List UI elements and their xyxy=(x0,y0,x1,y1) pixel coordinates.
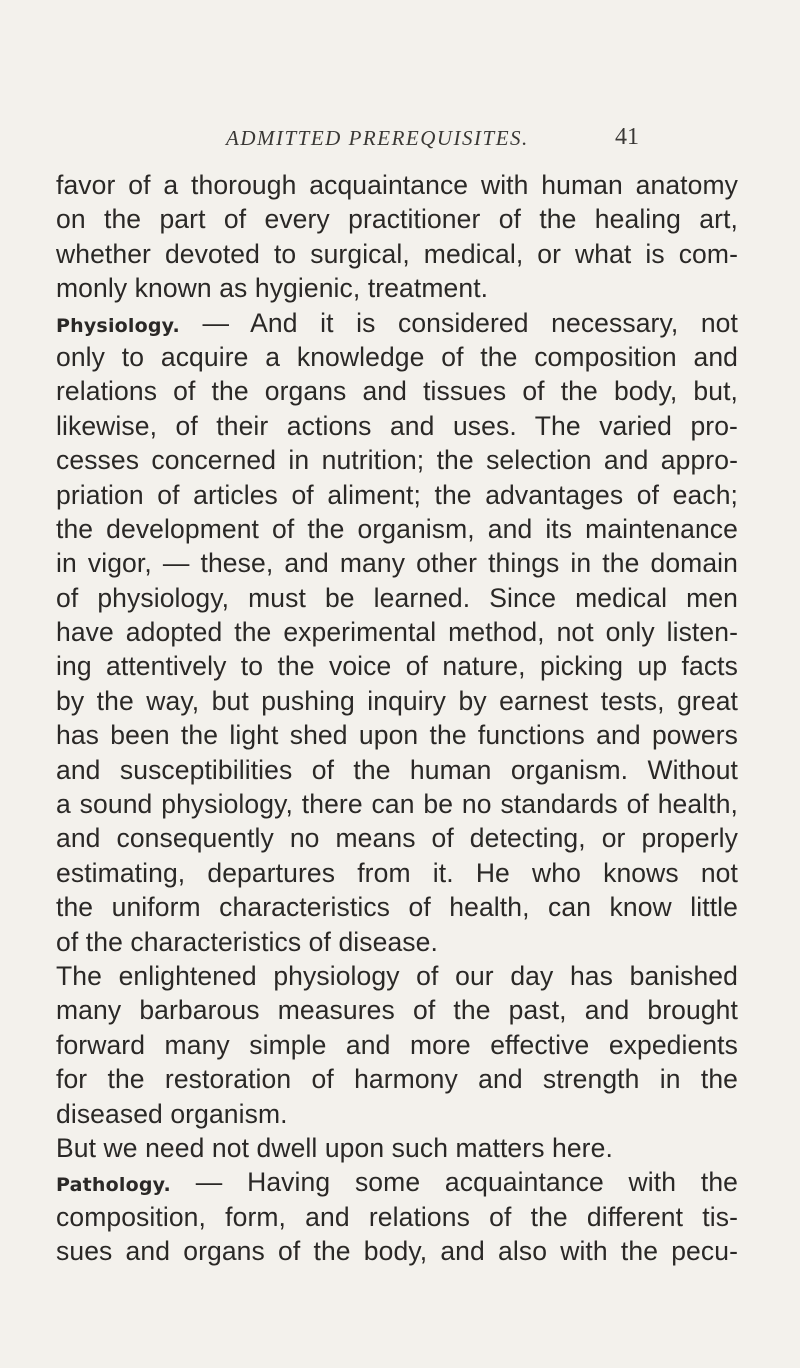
text-line: has been the light shed upon the functions and powers xyxy=(56,720,738,751)
page-number: 41 xyxy=(615,124,639,150)
text-line: only to acquire a knowledge of the composition and xyxy=(56,341,738,372)
text-line: The enlightened physiology of our day has banished xyxy=(56,960,738,991)
text-line: composition, form, and relations of the different tis- xyxy=(56,1201,738,1232)
text-line: of the characteristics of disease. xyxy=(56,926,438,957)
text-line: likewise, of their actions and uses. The varied pro- xyxy=(56,410,738,441)
text-line: in vigor, — these, and many other things in the domain xyxy=(56,548,738,579)
text-line: forward many simple and more effective expedients xyxy=(56,1029,738,1060)
text-line: for the restoration of harmony and strength in the xyxy=(56,1064,738,1095)
text-line: the development of the organism, and its maintenance xyxy=(56,513,738,544)
text-line: favor of a thorough acquaintance with human anatomy xyxy=(56,170,738,200)
text-line: relations of the organs and tissues of the body, but, xyxy=(56,376,738,407)
text-line-rest: — Having some acquaintance with the xyxy=(170,1167,738,1198)
pathology-heading: Pathology. xyxy=(56,1174,171,1197)
text-line-rest: — And it is considered necessary, not xyxy=(179,307,738,338)
text-line: of physiology, must be learned. Since medical men xyxy=(56,582,738,613)
text-line: estimating, departures from it. He who knows not xyxy=(56,857,738,888)
text-line-pathology xyxy=(56,1165,738,1199)
text-line: many barbarous measures of the past, and brought xyxy=(56,995,738,1026)
text-line: monly known as hygienic, treatment. xyxy=(56,273,489,304)
text-line: cesses concerned in nutrition; the selection and appro- xyxy=(56,445,738,476)
running-title: ADMITTED PREREQUISITES. xyxy=(226,126,529,150)
text-line: sues and organs of the body, and also with the pecu- xyxy=(56,1236,738,1267)
text-line: whether devoted to surgical, medical, or what is com- xyxy=(56,238,738,269)
text-line: on the part of every practitioner of the healing art, xyxy=(56,204,738,235)
text-line: priation of articles of aliment; the advantages of each; xyxy=(56,479,738,510)
text-line: diseased organism. xyxy=(56,1098,288,1129)
text-line: and susceptibilities of the human organism. Without xyxy=(56,754,738,785)
text-line: and consequently no means of detecting, or properly xyxy=(56,823,738,854)
text-line: ing attentively to the voice of nature, picking up facts xyxy=(56,651,738,682)
body-text xyxy=(56,168,738,1269)
text-line: a sound physiology, there can be no standards of health, xyxy=(56,789,738,820)
text-line: But we need not dwell upon such matters here. xyxy=(56,1132,613,1163)
text-line: have adopted the experimental method, not only listen- xyxy=(56,617,738,648)
text-line: by the way, but pushing inquiry by earnest tests, great xyxy=(56,685,738,716)
running-head xyxy=(0,126,800,156)
physiology-heading: Physiology. xyxy=(56,314,180,337)
text-line: the uniform characteristics of health, can know little xyxy=(56,892,738,923)
text-line-physiology xyxy=(56,306,738,340)
